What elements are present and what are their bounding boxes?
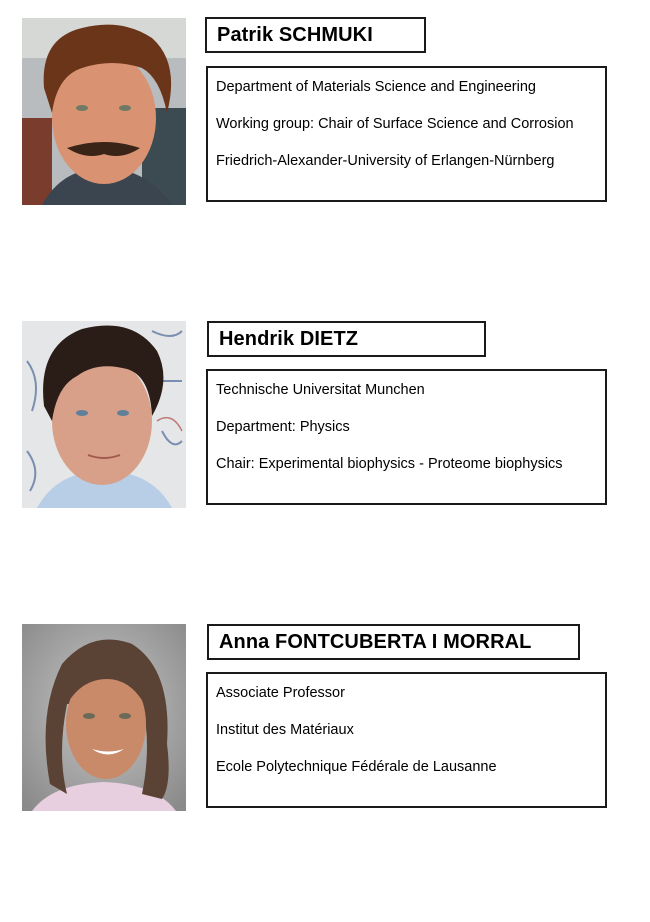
affiliation-line: Ecole Polytechnique Fédérale de Lausanne	[216, 759, 497, 775]
affiliation-line: Department of Materials Science and Engineering	[216, 79, 536, 95]
affiliation-line: Associate Professor	[216, 685, 345, 701]
person-name: Anna FONTCUBERTA I MORRAL	[219, 630, 532, 653]
affiliation-box	[206, 369, 607, 505]
affiliation-line: Chair: Experimental biophysics - Proteome biophysics	[216, 456, 563, 472]
portrait-image-icon	[22, 321, 186, 508]
affiliation-line: Institut des Matériaux	[216, 722, 354, 738]
affiliation-line: Technische Universitat Munchen	[216, 382, 425, 398]
profile-photo	[22, 624, 186, 811]
name-box	[207, 321, 486, 357]
affiliation-line: Working group: Chair of Surface Science and Corrosion	[216, 116, 574, 132]
name-box	[207, 624, 580, 660]
affiliation-box	[206, 672, 607, 808]
person-name: Patrik SCHMUKI	[217, 23, 373, 46]
profile-photo	[22, 321, 186, 508]
affiliation-line: Department: Physics	[216, 419, 350, 435]
portrait-image-icon	[22, 624, 186, 811]
affiliation-line: Friedrich-Alexander-University of Erlangen-Nürnberg	[216, 153, 555, 169]
person-name: Hendrik DIETZ	[219, 327, 359, 350]
